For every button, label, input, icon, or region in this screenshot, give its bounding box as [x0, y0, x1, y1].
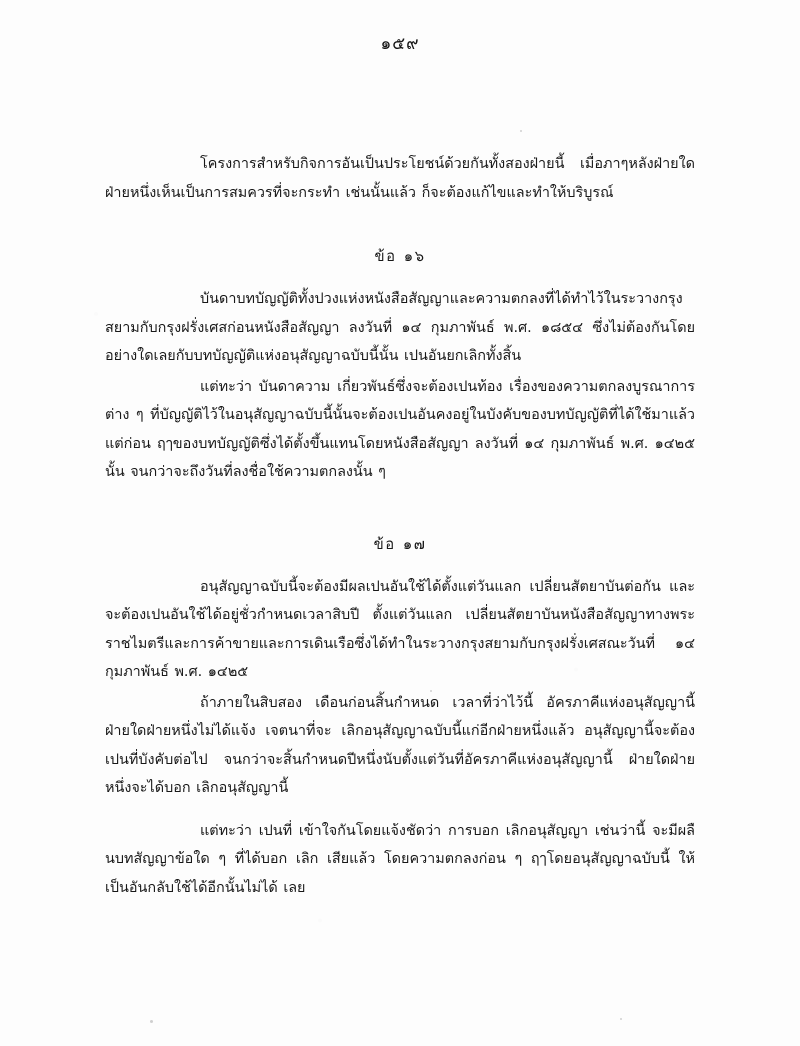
- paragraph-article-17-first: อนุสัญญาฉบับนี้จะต้องมีผลเปนอันใช้ได้ตั้งแต่วันแลก เปลี่ยนสัตยาบันต่อกัน และจะต้องเปนอันใช้ได้อยู่ชั่วกำหนดเวลาสิบปี ตั้งแต่วันแลก เปลี่ยนสัตยาบันหนังสือสัญญาทางพระราชไมตรีและการค้าขายและการเดินเรือซึ่งได้ทำในระวางกรุงสยามกับกรุงฝรั่งเศสณะวันที่ ๑๔ กุมภาพันธ์ พ.ศ. ๑๔๒๕: [105, 578, 695, 680]
- paper-speck: [620, 1018, 622, 1020]
- heading-article-16: ข้อ ๑๖: [374, 248, 426, 265]
- spacer: [105, 209, 695, 221]
- heading-article-17: ข้อ ๑๗: [373, 535, 427, 553]
- paragraph-article-15-continued: โครงการสำหรับกิจการอันเป็นประโยชน์ด้วยกันทั้งสองฝ่ายนี้ เมื่อภาๆหลังฝ่ายใดฝ่ายหนึ่งเห็นเป็นการสมควรที่จะกระทำ เช่นนั้นแล้ว ก็จะต้องแก้ไขและทำให้บริบูรณ์: [105, 156, 695, 201]
- spacer: [105, 489, 695, 509]
- paper-speck: [430, 690, 432, 692]
- paper-speck: [150, 1020, 153, 1023]
- paragraph-article-17-second: ถ้าภายในสิบสอง เดือนก่อนสิ้นกำหนด เวลาที่ว่าไว้นี้ อัครภาคีแห่งอนุสัญญานี้ฝ่ายใดฝ่ายหนึ่งไม่ได้แจ้ง เจตนาที่จะ เลิกอนุสัญญาฉบับนี้แก่อีกฝ่ายหนึ่งแล้ว อนุสัญญานี้จะต้อง เปนที่บังคับต่อไป จนกว่าจะสิ้นกำหนดปีหนึ่งนับตั้งแต่วันที่อัครภาคีแห่งอนุสัญญานี้ ฝ่ายใดฝ่ายหนึ่งจะได้บอก เลิกอนุสัญญานี้: [105, 694, 695, 796]
- document-body: [105, 150, 695, 904]
- spacer: [105, 805, 695, 817]
- paragraph-article-16-first: บันดาบทบัญญัติทั้งปวงแห่งหนังสือสัญญาและความตกลงที่ได้ทำไว้ในระวางกรุงสยามกับกรุงฝรั่งเศสก่อนหนังสือสัญญา ลงวันที่ ๑๔ กุมภาพันธ์ พ.ศ. ๑๘๕๔ ซึ่งไม่ต้องกันโดยอย่างใดเลยกับบทบัญญัติแห่งอนุสัญญาฉบับนี้นั้น เปนอันยกเลิกทั้งสิ้น: [105, 291, 695, 364]
- paper-speck: [520, 130, 522, 132]
- paragraph-article-16-second: แต่ทะว่า บันดาความ เกี่ยวพันธ์ซึ่งจะต้องเปนท้อง เรื่องของความตกลงบูรณาการต่าง ๆ ที่บัญญัติไว้ในอนุสัญญาฉบับนี้นั้นจะต้องเปนอันคงอยู่ในบังคับของบทบัญญัติที่ได้ใช้มาแล้วแต่ก่อน ฤๅของบทบัญญัติซึ่งได้ตั้งขึ้นแทนโดยหนังสือสัญญา ลงวันที่ ๑๔ กุมภาพันธ์ พ.ศ. ๑๔๒๕ นั้น จนกว่าจะถึงวันที่ลงชื่อใช้ความตกลงนั้น ๆ: [105, 378, 695, 480]
- paragraph-article-17-third: แต่ทะว่า เปนที่ เข้าใจกันโดยแจ้งชัดว่า การบอก เลิกอนุสัญญา เช่นว่านี้ จะมีผลืนบทสัญญาข้อใด ๆ ที่ได้บอก เลิก เสียแล้ว โดยความตกลงก่อน ๆ ฤๅโดยอนุสัญญาฉบับนี้ ให้ เป็นอันกลับใช้ได้อีกนั้นไม่ได้ เลย: [105, 822, 695, 896]
- page-number: ๑๕๙: [380, 34, 420, 54]
